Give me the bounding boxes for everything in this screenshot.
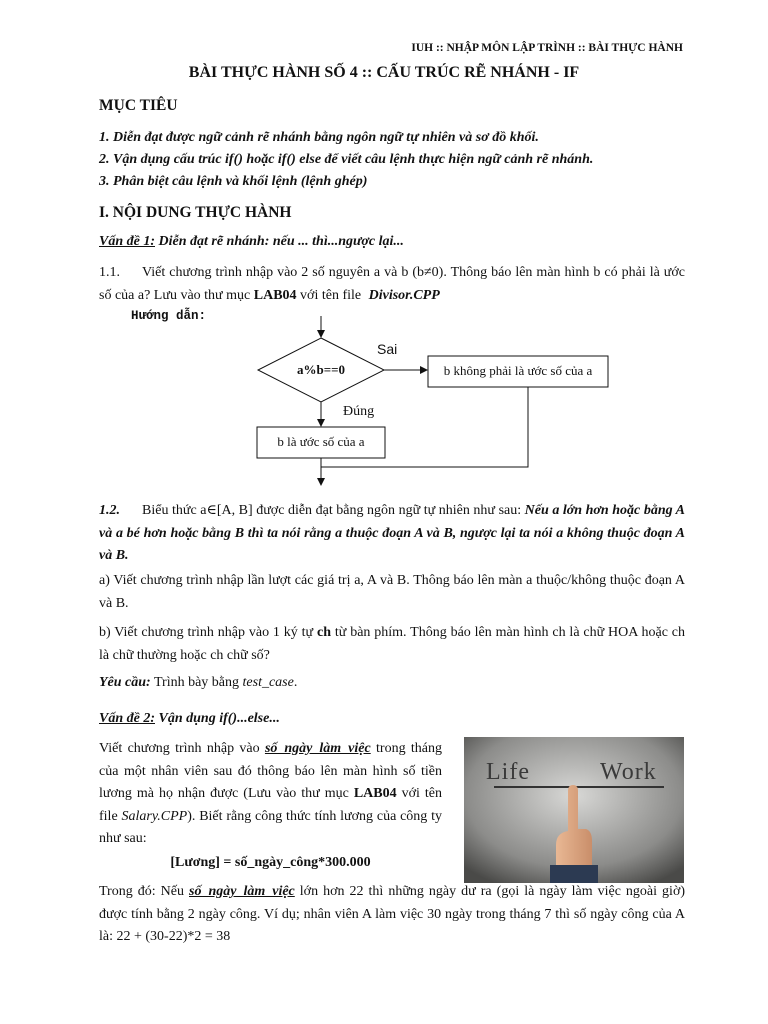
life-work-photo	[464, 737, 684, 883]
file-name: Divisor.CPP	[368, 287, 440, 303]
problem1-label: Vấn đề 1:	[99, 234, 155, 249]
exercise-text: Viết chương trình nhập vào 2 số nguyên a và b (b≠0). Thông báo lên màn hình b có phải là ước số của a? Lưu vào thư mục	[99, 265, 685, 303]
note-text: lớn hơn 22 thì những ngày dư ra (gọi là ngày làm việc ngoài giờ) được tính bằng 2 ngày công. Ví dụ; nhân viên A làm việc 30 ngày trong tháng 7 thì số ngày công của A là: 22 + (30-22)*2 = 38	[99, 884, 686, 944]
no-branch-text: b không phải là ước số của a	[443, 363, 593, 378]
char-var: ch	[317, 625, 331, 640]
objective-item: 1. Diễn đạt được ngữ cảnh rẽ nhánh bằng ngôn ngữ tự nhiên và sơ đồ khối.	[99, 130, 539, 145]
exercise-text: b) Viết chương trình nhập vào 1 ký tự	[99, 625, 317, 640]
page-title: BÀI THỰC HÀNH SỐ 4 :: CẤU TRÚC RẼ NHÁNH - IF	[188, 64, 580, 81]
yes-label: Đúng	[343, 404, 375, 419]
section-heading: I. NỘI DUNG THỰC HÀNH	[99, 204, 292, 221]
requirement-text: Trình bày bằng	[150, 675, 243, 690]
exercise-text: từ bàn phím. Thông báo lên màn hình ch là chữ HOA hoặc ch là chữ thường hoặc ch chữ số?	[99, 625, 685, 663]
requirement-label: Yêu cầu:	[99, 675, 151, 690]
exercise-number: 1.2.	[99, 503, 120, 518]
page-header: IUH :: NHẬP MÔN LẬP TRÌNH :: BÀI THỰC HÀNH	[411, 42, 683, 54]
problem2-label: Vấn đề 2:	[99, 711, 155, 726]
problem2-text-part: trong tháng của một nhân viên sau đó thông báo lên màn hình số tiền lương mà họ nhận được (Lưu vào thư mục	[99, 741, 442, 801]
variable-name: số_ngày_làm_việc	[264, 741, 371, 756]
salary-note	[99, 881, 685, 949]
flowchart	[0, 0, 768, 490]
problem2-title: Vận dụng if()...else...	[158, 711, 280, 726]
test-case: test_case	[242, 675, 294, 690]
requirement	[99, 672, 685, 695]
problem1-title: Diễn đạt rẽ nhánh: nếu ... thì...ngược lại...	[158, 234, 404, 249]
yes-branch-text: b là ước số của a	[277, 434, 365, 449]
exercise-text: với tên file	[296, 287, 365, 303]
exercise-number: 1.1.	[99, 265, 120, 280]
problem2-text	[99, 738, 442, 851]
folder-name: LAB04	[253, 287, 297, 303]
problem2-text-part: với tên file	[99, 786, 443, 824]
problem2-text-part: Viết chương trình nhập vào	[99, 741, 265, 756]
objective-item: 3. Phân biệt câu lệnh và khối lệnh (lệnh ghép)	[99, 174, 368, 189]
requirement-text: .	[293, 675, 298, 690]
no-label: Sai	[377, 341, 398, 357]
exercise-1-2	[99, 500, 685, 568]
decision-condition: a%b==0	[296, 362, 346, 377]
guide-label: Hướng dẫn:	[131, 309, 207, 323]
exercise-text: Biểu thức a∈[A, B] được diễn đạt bằng ngôn ngữ tự nhiên như sau:	[142, 503, 525, 518]
exercise-part-b	[99, 622, 685, 667]
folder-name: LAB04	[353, 786, 397, 801]
exercise-part-a: a) Viết chương trình nhập lần lượt các giá trị a, A và B. Thông báo lên màn a thuộc/không thuộc đoạn A và B.	[99, 573, 685, 611]
note-text: Trong đó: Nếu	[99, 884, 189, 899]
problem2-heading	[99, 711, 280, 727]
exercise-emphasis: Nếu a lớn hơn hoặc bằng A và a bé hơn hoặc bằng B thì ta nói rằng a thuộc đoạn A và B, ngược lại ta nói a không thuộc đoạn A và B.	[99, 503, 685, 563]
file-name: Salary.CPP	[121, 808, 188, 824]
photo-word-life: Life	[486, 759, 530, 785]
salary-formula: [Lương] = số_ngày_công*300.000	[170, 855, 371, 870]
objective-item: 2. Vận dụng cấu trúc if() hoặc if() else để viết câu lệnh thực hiện ngữ cảnh rẽ nhánh.	[99, 152, 594, 167]
photo-word-work: Work	[600, 759, 657, 785]
objectives-heading: MỤC TIÊU	[99, 97, 178, 114]
variable-name: số_ngày_làm_việc	[189, 884, 295, 899]
problem2-text-part: ). Biết rằng công thức tính lương của công ty như sau:	[99, 808, 443, 846]
